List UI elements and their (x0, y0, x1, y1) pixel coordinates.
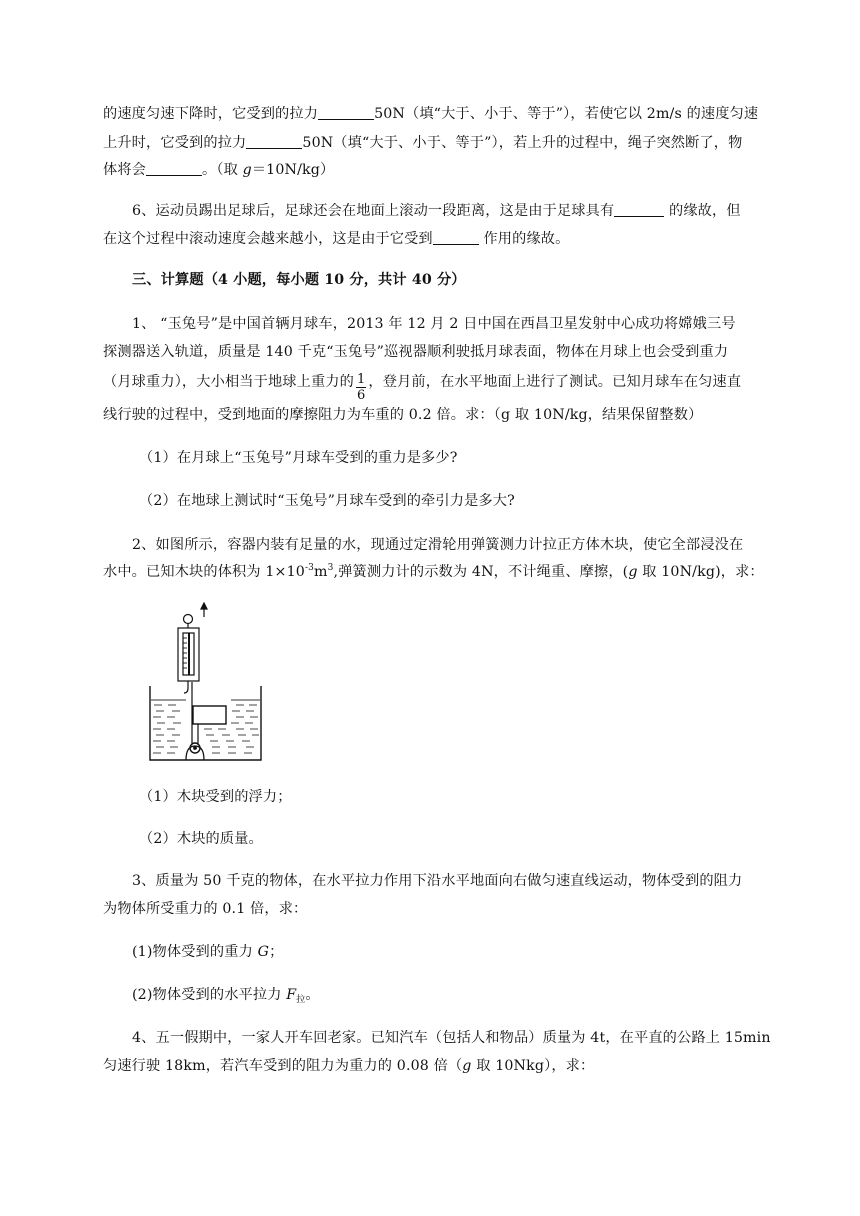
calc2-text: 水中。已知木块的体积为 1×10 (103, 564, 305, 580)
q5-text: 体将会 (103, 162, 147, 178)
calc3-text: (1)物体受到的重力 (132, 944, 258, 960)
calc2-line-2 (103, 562, 764, 582)
calc1-line-2: 探测器送入轨道，质量是 140 千克“玉兔号”巡视器顺利驶抵月球表面，物体在月球上也会受到重力 (103, 344, 729, 360)
variable-g: g (242, 162, 252, 178)
q5-text: 50N（填“大于、小于、等于”），若上升的过程中，绳子突然断了，物 (302, 135, 743, 151)
q6-text: 作用的缘故。 (478, 231, 570, 247)
q6-text: 在这个过程中滚动速度会越来越小，这是由于它受到 (103, 231, 433, 247)
calc3-line-1: 3、质量为 50 千克的物体，在水平拉力作用下沿水平地面向右做匀速直线运动，物体受到的阻力 (132, 873, 743, 889)
calc1-subquestion-2: （2）在地球上测试时“玉兔号”月球车受到的牵引力是多大? (139, 493, 515, 509)
variable-F: F (286, 987, 297, 1003)
answer-blank (246, 134, 302, 149)
calc2-line-1: 2、如图所示，容器内装有足量的水，现通过定滑轮用弹簧测力计拉正方体木块，使它全部浸没在 (132, 537, 744, 553)
q5-text: 上升时，它受到的拉力 (103, 135, 247, 151)
arrow-head-icon (201, 603, 207, 609)
section-3-heading: 三、计算题（4 小题，每小题 10 分，共计 40 分） (132, 272, 466, 288)
q5-line-1 (103, 104, 758, 124)
fraction-one-sixth (356, 372, 366, 403)
fraction-denominator: 6 (356, 388, 366, 403)
calc3-subquestion-1 (132, 942, 283, 962)
calc1-line-1: 1、 “玉兔号”是中国首辆月球车，2013 年 12 月 2 日中国在西昌卫星发射中心成功将嫦娥三号 (132, 316, 736, 332)
calc1-line-3 (103, 372, 741, 403)
q5-text: 的速度匀速下降时，它受到的拉力 (103, 106, 319, 122)
exponent: 3 (327, 563, 334, 573)
q6-line-1 (132, 201, 741, 221)
answer-blank (614, 202, 664, 217)
q5-line-3 (103, 160, 334, 180)
fraction-numerator: 1 (356, 372, 366, 387)
calc1-line-4: 线行驶的过程中，受到地面的摩擦阻力为车重的 0.2 倍。求：（g 取 10N/kg，结果保留整数） (103, 407, 703, 423)
q5-line-2 (103, 133, 742, 153)
scale-ticks (183, 638, 187, 668)
calc1-text: ，登月前，在水平地面上进行了测试。已知月球车在匀速直 (368, 374, 742, 390)
calc4-text: 匀速行驶 18km，若汽车受到的阻力为重力的 0.08 倍（ (103, 1058, 463, 1074)
wooden-block (193, 706, 226, 724)
calc2-subquestion-1: （1）木块受到的浮力； (139, 789, 292, 805)
subscript: 拉 (296, 995, 306, 1005)
calc3-line-2: 为物体所受重力的 0.1 倍，求： (103, 901, 308, 917)
q6-text: 6、运动员踢出足球后，足球还会在地面上滚动一段距离，这是由于足球具有 (132, 203, 615, 219)
calc2-subquestion-2: （2）木块的质量。 (139, 831, 263, 847)
answer-blank (433, 230, 479, 245)
q5-text: 。（取 (202, 162, 243, 178)
q5-text: 50N（填“大于、小于、等于”），若使它以 2m/s 的速度匀速 (374, 106, 759, 122)
exponent: -3 (304, 563, 315, 573)
calc1-text: （月球重力），大小相当于地球上重力的 (103, 374, 354, 390)
calc4-text: 取 10Nkg），求： (471, 1058, 595, 1074)
answer-blank (318, 105, 374, 120)
calc3-subquestion-2 (132, 985, 320, 1005)
q5-text: ＝10N/kg） (251, 162, 335, 178)
variable-g: g (628, 564, 638, 580)
variable-G: G (257, 944, 270, 960)
calc4-line-2 (103, 1056, 594, 1076)
calc2-text: m (314, 564, 328, 580)
calc4-line-1: 4、五一假期中，一家人开车回老家。已知汽车（包括人和物品）质量为 4t，在平直的公路上 15min (132, 1030, 771, 1046)
calc3-text: (2)物体受到的水平拉力 (132, 987, 287, 1003)
q6-text: 的缘故，但 (664, 203, 741, 219)
variable-g: g (462, 1058, 472, 1074)
scale-ring-icon (184, 615, 193, 624)
calc1-subquestion-1: （1）在月球上“玉兔号”月球车受到的重力是多少? (139, 450, 458, 466)
calc3-text: 。 (305, 987, 320, 1003)
calc3-text: ； (269, 944, 284, 960)
q6-line-2 (103, 229, 569, 249)
answer-blank (146, 161, 202, 176)
spring-scale-pulley-figure (148, 602, 266, 762)
hook-icon (184, 688, 188, 693)
calc2-text: 取 10N/kg)，求： (637, 564, 764, 580)
calc2-text: ,弹簧测力计的示数为 4N，不计绳重、摩擦，( (333, 564, 629, 580)
